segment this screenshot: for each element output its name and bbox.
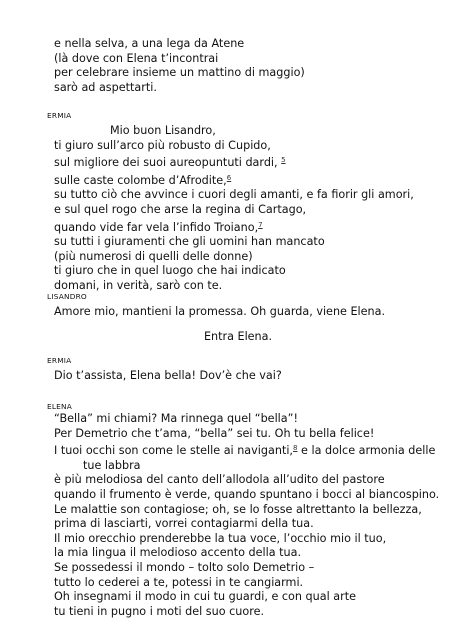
verse-line: domani, in verità, sarò con te. xyxy=(54,278,223,292)
speaker-elena: ELENA xyxy=(47,402,73,411)
verse-line: (là dove con Elena t’incontrai xyxy=(54,51,219,65)
verse-line: Per Demetrio che t’ama, “bella” sei tu. Oh tu bella felice! xyxy=(54,426,375,440)
verse-text: e la dolce armonia delle xyxy=(297,444,436,458)
verse-line: e nella selva, a una lega da Atene xyxy=(54,37,245,50)
verse-line: quando il frumento è verde, quando spuntano i bocci al biancospino. xyxy=(54,487,440,501)
ermia-speech-2 xyxy=(54,369,282,384)
verse-line: Amore mio, mantieni la promessa. Oh guarda, viene Elena. xyxy=(54,305,386,318)
verse-block-1 xyxy=(54,37,305,95)
verse-line: Se possedessi il mondo – tolto solo Demetrio – xyxy=(54,560,315,574)
verse-line: ti giuro sull’arco più robusto di Cupido, xyxy=(54,138,271,152)
ermia-speech-1 xyxy=(54,124,414,294)
verse-line xyxy=(54,171,414,189)
verse-text: sulle caste colombe d’Afrodite, xyxy=(54,173,227,187)
verse-line: prima di lasciarti, vorrei contagiarmi della tua. xyxy=(54,517,314,531)
stage-direction: Entra Elena. xyxy=(203,330,273,343)
lisandro-speech xyxy=(54,305,385,320)
verse-text: sul migliore dei suoi aureopuntuti dardi, xyxy=(54,156,278,170)
verse-line: tu tieni in pugno i moti del suo cuore. xyxy=(54,604,265,618)
verse-line: per celebrare insieme un mattino di maggio) xyxy=(54,66,305,80)
verse-line: Mio buon Lisandro, xyxy=(110,124,216,137)
verse-line: “Bella” mi chiami? Ma rinnega quel “bella”! xyxy=(54,412,298,425)
verse-line xyxy=(54,218,414,236)
speaker-ermia-1: ERMIA xyxy=(47,111,72,120)
verse-line: Le malattie son contagiose; oh, se lo fosse altrettanto la bellezza, xyxy=(54,502,422,516)
footnote-ref-7[interactable]: 7 xyxy=(258,220,263,229)
verse-line: tutto lo cederei a te, potessi in te cangiarmi. xyxy=(54,575,304,589)
speaker-lisandro: LISANDRO xyxy=(47,292,87,301)
verse-line: Dio t’assista, Elena bella! Dov’è che vai? xyxy=(54,369,282,382)
verse-line xyxy=(54,153,414,171)
verse-line: ti giuro che in quel luogo che hai indicato xyxy=(54,264,286,278)
verse-line xyxy=(54,441,439,459)
verse-text: quando vide far vela l’infido Troiano, xyxy=(54,220,259,234)
verse-line: Oh insegnami il modo in cui tu guardi, e con qual arte xyxy=(54,590,356,604)
verse-line-continuation: tue labbra xyxy=(83,458,141,472)
verse-line: la mia lingua il melodioso accento della tua. xyxy=(54,546,302,560)
verse-line: Il mio orecchio prenderebbe la tua voce, l’occhio mio il tuo, xyxy=(54,531,387,545)
elena-speech xyxy=(54,412,439,619)
verse-line: su tutti i giuramenti che gli uomini han mancato xyxy=(54,235,325,249)
verse-line: (più numerosi di quelli delle donne) xyxy=(54,249,253,263)
verse-line: sarò ad aspettarti. xyxy=(54,80,157,94)
verse-text: I tuoi occhi son come le stelle ai naviganti, xyxy=(54,444,293,458)
footnote-ref-6[interactable]: 6 xyxy=(226,173,232,182)
footnote-ref-5[interactable]: 5 xyxy=(281,156,286,165)
speaker-ermia-2: ERMIA xyxy=(47,356,72,365)
verse-line: e sul quel rogo che arse la regina di Cartago, xyxy=(54,202,307,216)
verse-line: è più melodiosa del canto dell’allodola all’udito del pastore xyxy=(54,473,385,487)
verse-line: su tutto ciò che avvince i cuori degli amanti, e fa fiorir gli amori, xyxy=(54,188,414,202)
footnote-ref-8[interactable]: 8 xyxy=(293,444,298,453)
